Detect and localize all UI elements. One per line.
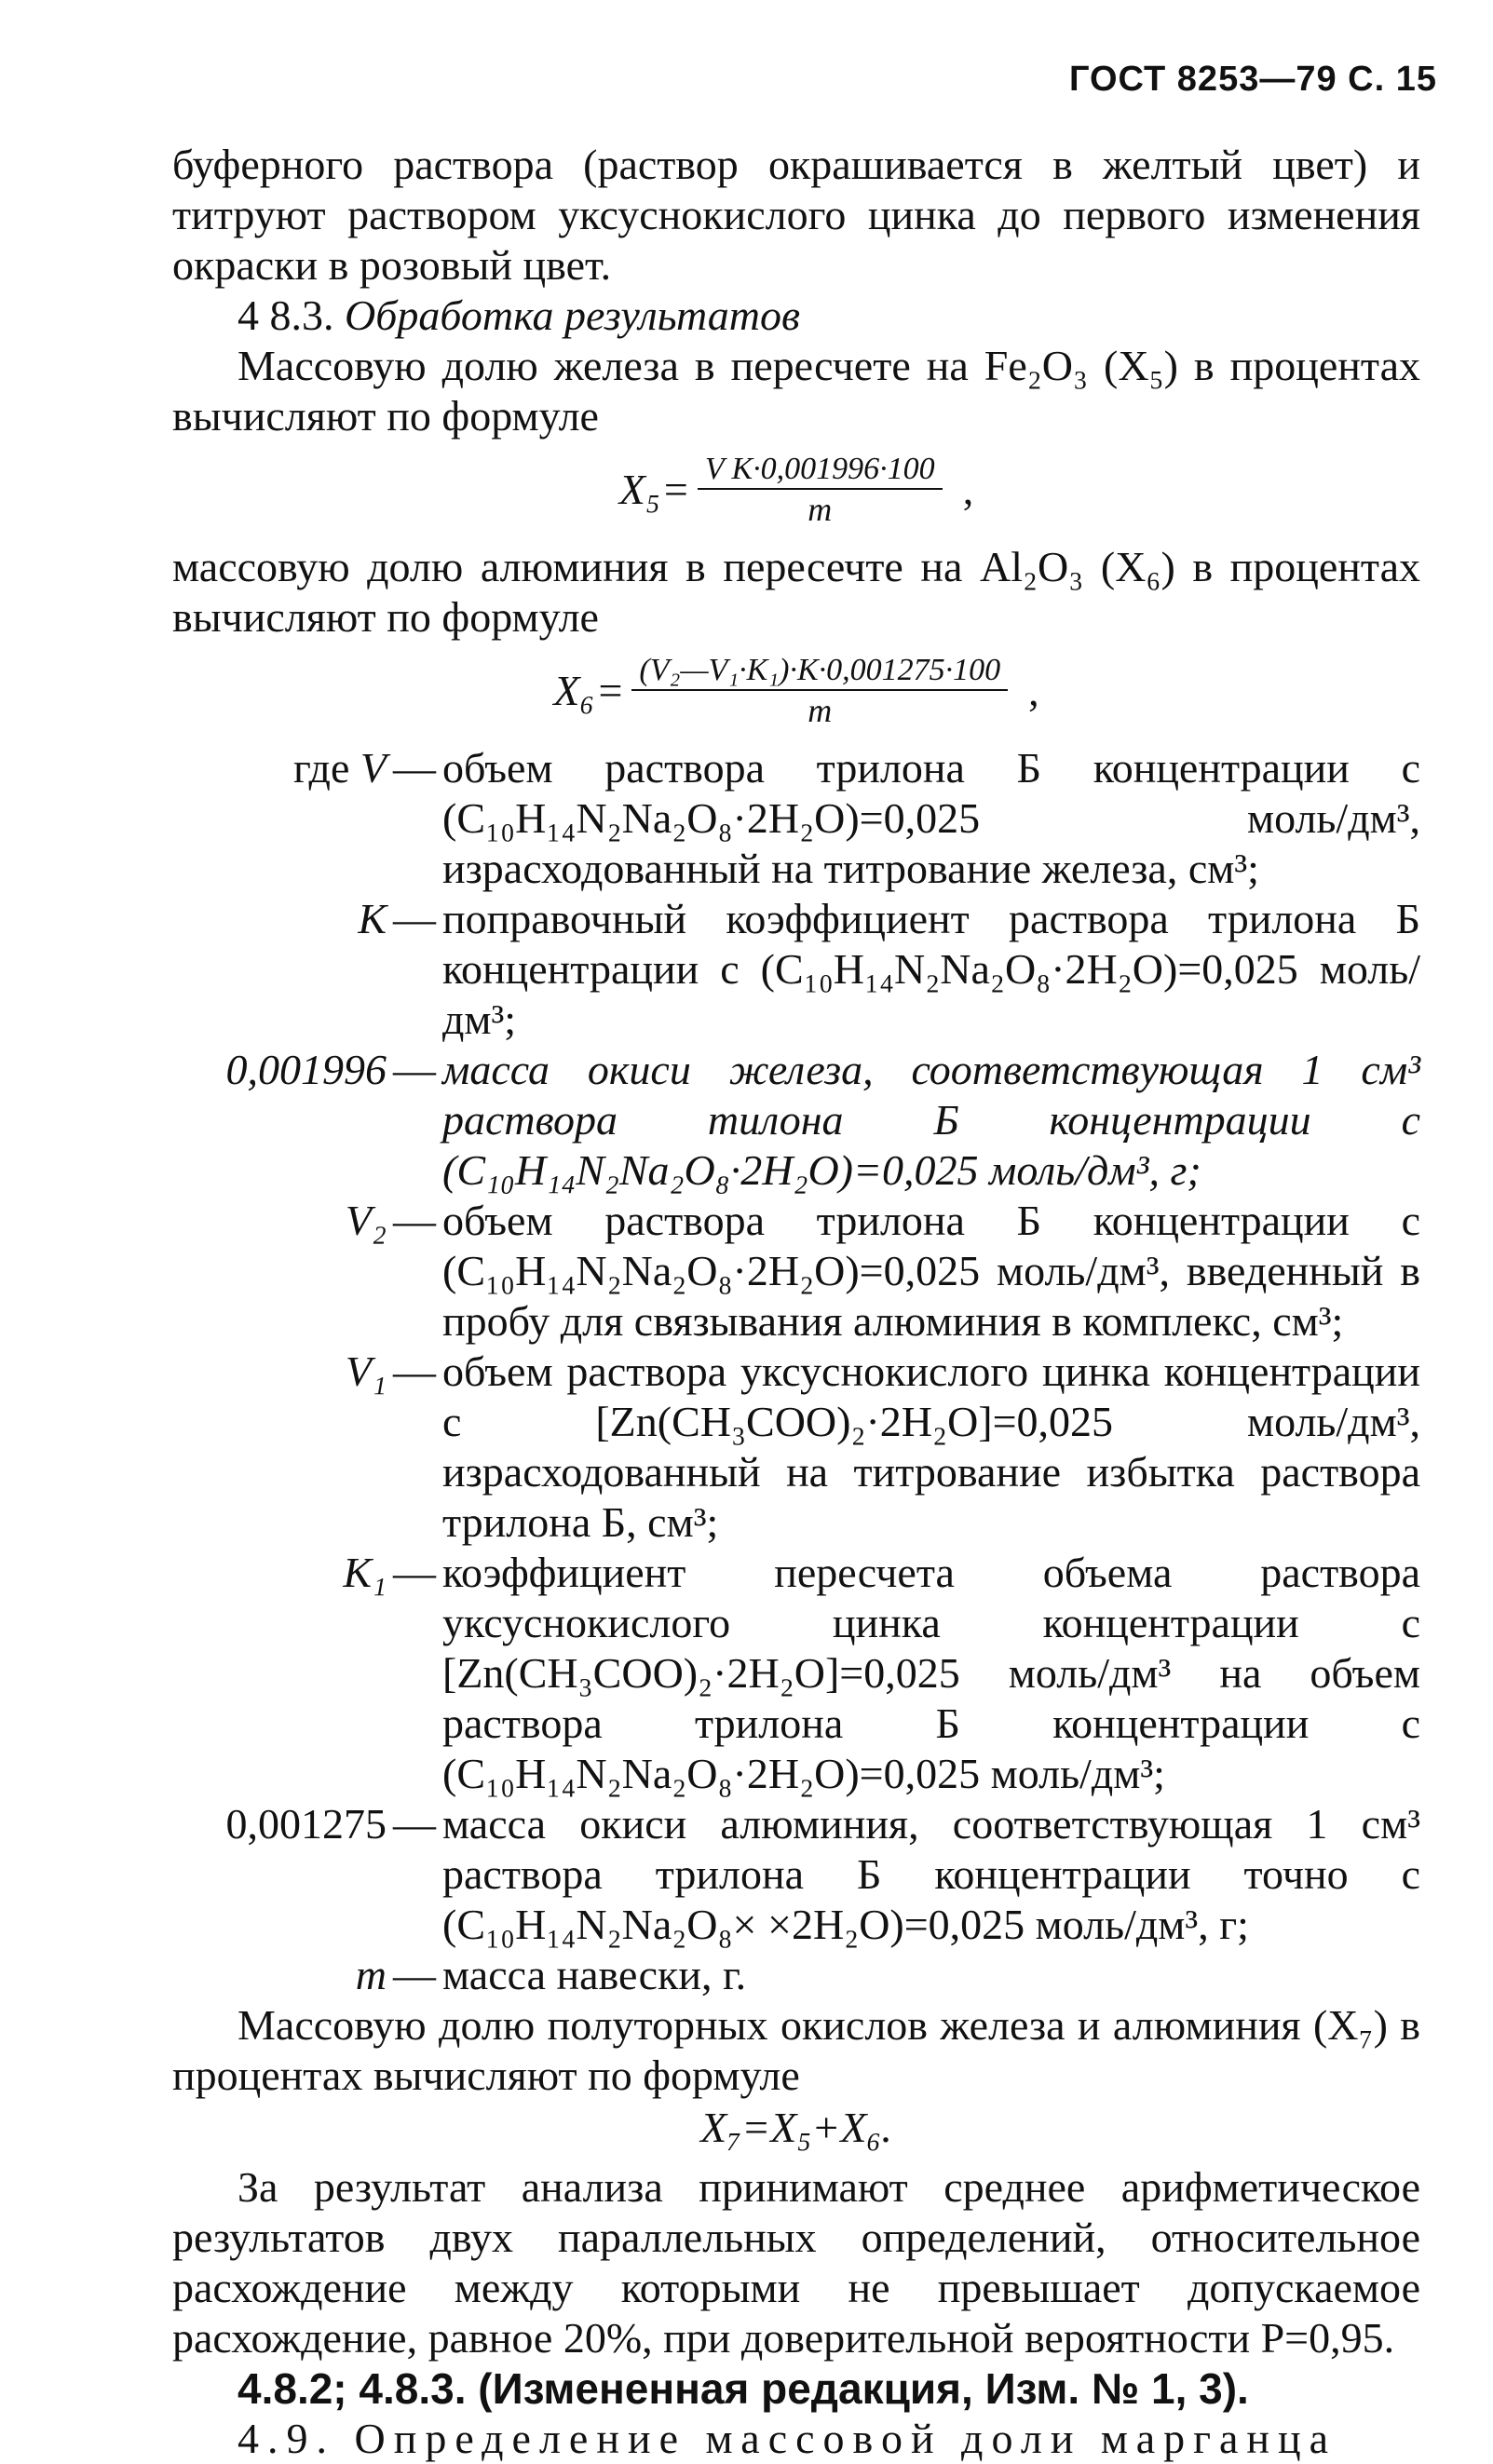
definition-text: объем раствора трилона Б концентрации c (C₁₀H₁₄N₂Na₂O₈·2H₂O)=0,025 моль/дм³, израсходованный на титрование железа, см³; — [442, 744, 1420, 892]
definition-symbol: K₁ — [343, 1549, 387, 1596]
definition-item — [172, 1347, 1420, 1548]
definition-symbol: V₂ — [345, 1197, 387, 1244]
section-heading — [172, 291, 1420, 341]
definition-dash: — — [393, 1800, 436, 1848]
definition-term — [172, 1045, 387, 1196]
definition-term — [172, 1347, 387, 1548]
next-section-heading: 4.9. Определение массовой доли марганца — [238, 2415, 1337, 2462]
definition-symbol: 0,001275 — [225, 1800, 387, 1848]
definition-dash: — — [393, 895, 436, 942]
definition-term — [172, 1196, 387, 1347]
definition-term — [172, 1548, 387, 1799]
section-title: Обработка результатов — [345, 291, 800, 339]
definition-item — [172, 1045, 1420, 1196]
definition-dash: — — [393, 744, 436, 792]
paragraph-continuation: буферного раствора (раствор окрашивается в желтый цвет) и титруют раствором уксуснокислого цинка до первого изменения окраски в розовый цвет. — [172, 141, 1420, 289]
definition-text-italic: масса окиси железа, соответствующая 1 см³ раствора тилона Б концентрации c (C₁₀H₁₄N₂Na₂O₈·2H₂O)=0,025 моль/дм³, г; — [442, 1046, 1420, 1194]
definition-term — [172, 1950, 387, 2000]
formula-x5-denominator: m — [808, 491, 833, 528]
definition-symbol: 0,001996 — [225, 1046, 387, 1093]
definition-prefix: где — [292, 744, 350, 792]
definition-item — [172, 1548, 1420, 1799]
paragraph-x7-intro: Массовую долю полуторных окислов железа и алюминия (X₇) в процентах вычисляют по формуле — [172, 2001, 1420, 2099]
definition-dash: — — [393, 1347, 436, 1395]
formula-x5-numerator: V K·0,001996·100 — [698, 451, 943, 490]
definition-text — [442, 1045, 1420, 1196]
formula-x5 — [172, 451, 1420, 529]
definition-symbol: V₁ — [345, 1347, 387, 1395]
paragraph-x5-intro: Массовую долю железа в пересчете на Fe₂O₃ (X₅) в процентах вычисляют по формуле — [172, 342, 1420, 440]
definition-text: объем раствора трилона Б концентрации c (C₁₀H₁₄N₂Na₂O₈·2H₂O)=0,025 моль/дм³, введенный в пробу для связывания алюминия в комплекс, см³; — [442, 1197, 1420, 1345]
definition-text: поправочный коэффициент раствора трилона Б концентрации c (C₁₀H₁₄N₂Na₂O₈·2H₂O)=0,025 моль/дм³; — [442, 895, 1420, 1043]
formula-x6 — [172, 652, 1420, 730]
definition-term — [172, 1799, 387, 1950]
definition-text: объем раствора уксуснокислого цинка концентрации c [Zn(CH₃COO)₂·2H₂O]=0,025 моль/дм³, израсходованный на титрование избытка раствора трилона Б, см³; — [442, 1347, 1420, 1546]
formula-x6-equals: = — [598, 667, 623, 714]
formula-x6-comma: , — [1028, 667, 1039, 714]
definition-item — [172, 894, 1420, 1045]
formula-x6-denominator: m — [808, 692, 833, 729]
definition-symbol: m — [355, 1951, 387, 1998]
formula-x6-fraction — [631, 652, 1008, 730]
definition-item — [172, 1196, 1420, 1347]
definition-item — [172, 1799, 1420, 1950]
formula-x5-comma: , — [962, 466, 974, 513]
amendment-note: 4.8.2; 4.8.3. (Измененная редакция, Изм. № 1, 3). — [238, 2364, 1249, 2413]
paragraph-x6-intro: массовую долю алюминия в пересечте на Al₂O₃ (X₆) в процентах вычисляют по формуле — [172, 543, 1420, 641]
definition-dash: — — [393, 1046, 436, 1093]
section-number: 4 8.3. — [238, 291, 334, 339]
formula-x5-lhs: X₅ — [618, 466, 660, 513]
page-body — [172, 140, 1420, 2464]
definitions-list — [172, 743, 1420, 2000]
formula-x6-numerator: (V₂—V₁·K₁)·K·0,001275·100 — [631, 652, 1008, 691]
definition-text: масса навески, г. — [442, 1951, 747, 1998]
definition-symbol: K — [358, 895, 387, 942]
definition-item — [172, 743, 1420, 894]
definition-item — [172, 1950, 1420, 2000]
definition-text: масса окиси алюминия, соответствующая 1 см³ раствора трилона Б концентрации точно c (C₁₀H₁₄N₂Na₂O₈× ×2H₂O)=0,025 моль/дм³, г; — [442, 1800, 1420, 1948]
definition-term — [172, 743, 387, 894]
formula-x6-lhs: X₆ — [553, 667, 595, 714]
formula-x7: X₇=X₅+X₆. — [700, 2104, 892, 2151]
definition-symbol: V — [360, 744, 387, 792]
formula-x5-fraction — [698, 451, 943, 529]
definition-term — [172, 894, 387, 1045]
formula-x5-equals: = — [663, 466, 688, 513]
definition-dash: — — [393, 1951, 436, 1998]
definition-text: коэффициент пересчета объема раствора уксуснокислого цинка концентрации c [Zn(CH₃COO)₂·2H₂O]=0,025 моль/дм³ на объем раствора трилона Б концентрации c (C₁₀H₁₄N₂Na₂O₈·2H₂O)=0,025 моль/дм³; — [442, 1549, 1420, 1797]
definition-dash: — — [393, 1197, 436, 1244]
paragraph-result: За результат анализа принимают среднее арифметическое результатов двух параллельных определений, относительное расхождение между которыми не превышает допускаемое расхождение, равное 20%, при доверительной вероятности P=0,95. — [172, 2163, 1420, 2362]
page-header: ГОСТ 8253—79 С. 15 — [1068, 60, 1437, 99]
definition-dash: — — [393, 1549, 436, 1596]
